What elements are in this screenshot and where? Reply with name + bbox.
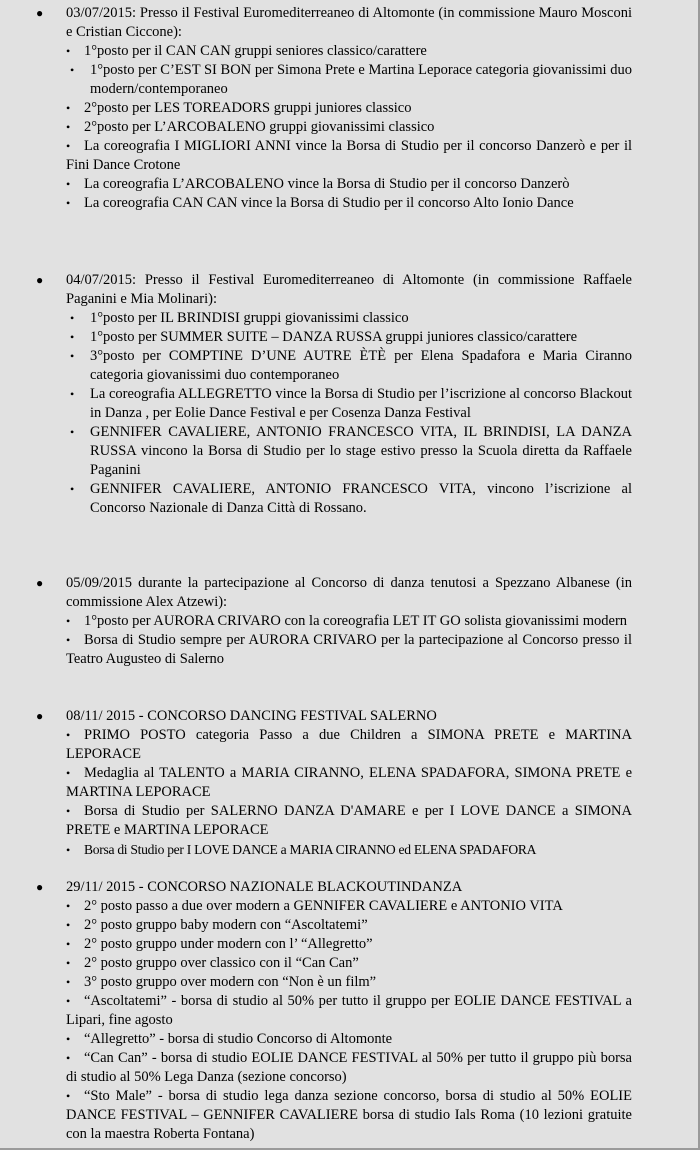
section-bullet: ● (36, 880, 44, 894)
list-item: • La coreografia ALLEGRETTO vince la Borsa di Studio per l’iscrizione al concorso Blackout in Danza , per Eolie Dance Festival e per Cosenza Danza Festival (66, 385, 632, 423)
list-item: • 1°posto per SUMMER SUITE – DANZA RUSSA gruppi juniores classico/carattere (66, 328, 632, 347)
list-item: • Borsa di Studio per SALERNO DANZA D'AMARE e per I LOVE DANCE a SIMONA PRETE e MARTINA LEPORACE (66, 802, 632, 840)
list-item: • 2°posto per L’ARCOBALENO gruppi giovanissimi classico (66, 118, 632, 137)
section-2015-09-05 (36, 574, 632, 669)
list-item: • 1°posto per IL BRINDISI gruppi giovanissimi classico (66, 309, 632, 328)
list-item: • 1°posto per AURORA CRIVARO con la coreografia LET IT GO solista giovanissimi modern (66, 612, 632, 631)
list-item: • GENNIFER CAVALIERE, ANTONIO FRANCESCO VITA, IL BRINDISI, LA DANZA RUSSA vincono la Borsa di Studio per lo stage estivo presso la Scuola diretta da Raffaele Paganini (66, 423, 632, 480)
section-header: 08/11/ 2015 - CONCORSO DANCING FESTIVAL SALERNO (66, 708, 437, 724)
list-item: • La coreografia I MIGLIORI ANNI vince la Borsa di Studio per il concorso Danzerò e per il Fini Dance Crotone (66, 137, 632, 175)
section-2015-07-04 (36, 271, 632, 518)
section-header: 05/09/2015 durante la partecipazione al Concorso di danza tenutosi a Spezzano Albanese (in commissione Alex Atzewi): (66, 575, 632, 610)
section-2015-11-08 (36, 707, 632, 860)
list-item: • “Can Can” - borsa di studio EOLIE DANCE FESTIVAL al 50% per tutto il gruppo più borsa di studio al 50% Lega Danza (sezione concorso) (66, 1049, 632, 1087)
list-item: • Borsa di Studio sempre per AURORA CRIVARO per la partecipazione al Concorso presso il Teatro Augusteo di Salerno (66, 631, 632, 669)
list-item: • 2°posto per LES TOREADORS gruppi juniores classico (66, 99, 632, 118)
list-item: • La coreografia CAN CAN vince la Borsa di Studio per il concorso Alto Ionio Dance (66, 194, 632, 213)
list-item: • 3°posto per COMPTINE D’UNE AUTRE ÈTÈ per Elena Spadafora e Maria Ciranno categoria giovanissimi duo contemporaneo (66, 347, 632, 385)
list-item: • “Ascoltatemi” - borsa di studio al 50% per tutto il gruppo per EOLIE DANCE FESTIVAL a Lipari, fine agosto (66, 992, 632, 1030)
list-item: • “Allegretto” - borsa di studio Concorso di Altomonte (66, 1030, 632, 1049)
list-item: • Medaglia al TALENTO a MARIA CIRANNO, ELENA SPADAFORA, SIMONA PRETE e MARTINA LEPORACE (66, 764, 632, 802)
list-item: • Borsa di Studio per I LOVE DANCE a MARIA CIRANNO ed ELENA SPADAFORA (66, 840, 632, 860)
section-bullet: ● (36, 273, 44, 287)
section-bullet: ● (36, 6, 44, 20)
list-item: • PRIMO POSTO categoria Passo a due Children a SIMONA PRETE e MARTINA LEPORACE (66, 726, 632, 764)
list-item: • 2° posto gruppo over classico con il “Can Can” (66, 954, 632, 973)
section-header: 29/11/ 2015 - CONCORSO NAZIONALE BLACKOUTINDANZA (66, 879, 463, 895)
list-item: • 2° posto gruppo baby modern con “Ascoltatemi” (66, 916, 632, 935)
section-header: 03/07/2015: Presso il Festival Euromediterreaneo di Altomonte (in commissione Mauro Mosconi e Cristian Ciccone): (66, 5, 632, 40)
list-item: • 1°posto per il CAN CAN gruppi seniores classico/carattere (66, 42, 632, 61)
list-item: • 3° posto gruppo over modern con “Non è un film” (66, 973, 632, 992)
list-item: • GENNIFER CAVALIERE, ANTONIO FRANCESCO VITA, vincono l’iscrizione al Concorso Nazionale di Danza Città di Rossano. (66, 480, 632, 518)
section-bullet: ● (36, 576, 44, 590)
section-2015-11-29 (36, 878, 632, 1144)
list-item: • 1°posto per C’EST SI BON per Simona Prete e Martina Leporace categoria giovanissimi duo modern/contemporaneo (66, 61, 632, 99)
list-item: • 2° posto passo a due over modern a GENNIFER CAVALIERE e ANTONIO VITA (66, 897, 632, 916)
list-item: • “Sto Male” - borsa di studio lega danza sezione concorso, borsa di studio al 50% EOLIE DANCE FESTIVAL – GENNIFER CAVALIERE borsa di studio Ials Roma (10 lezioni gratuite con la maestra Roberta Fontana) (66, 1087, 632, 1144)
list-item: • La coreografia L’ARCOBALENO vince la Borsa di Studio per il concorso Danzerò (66, 175, 632, 194)
list-item: • 2° posto gruppo under modern con l’ “Allegretto” (66, 935, 632, 954)
section-bullet: ● (36, 709, 44, 723)
section-2015-07-03 (36, 4, 632, 213)
section-header: 04/07/2015: Presso il Festival Euromediterreaneo di Altomonte (in commissione Raffaele Paganini e Mia Molinari): (66, 272, 632, 307)
